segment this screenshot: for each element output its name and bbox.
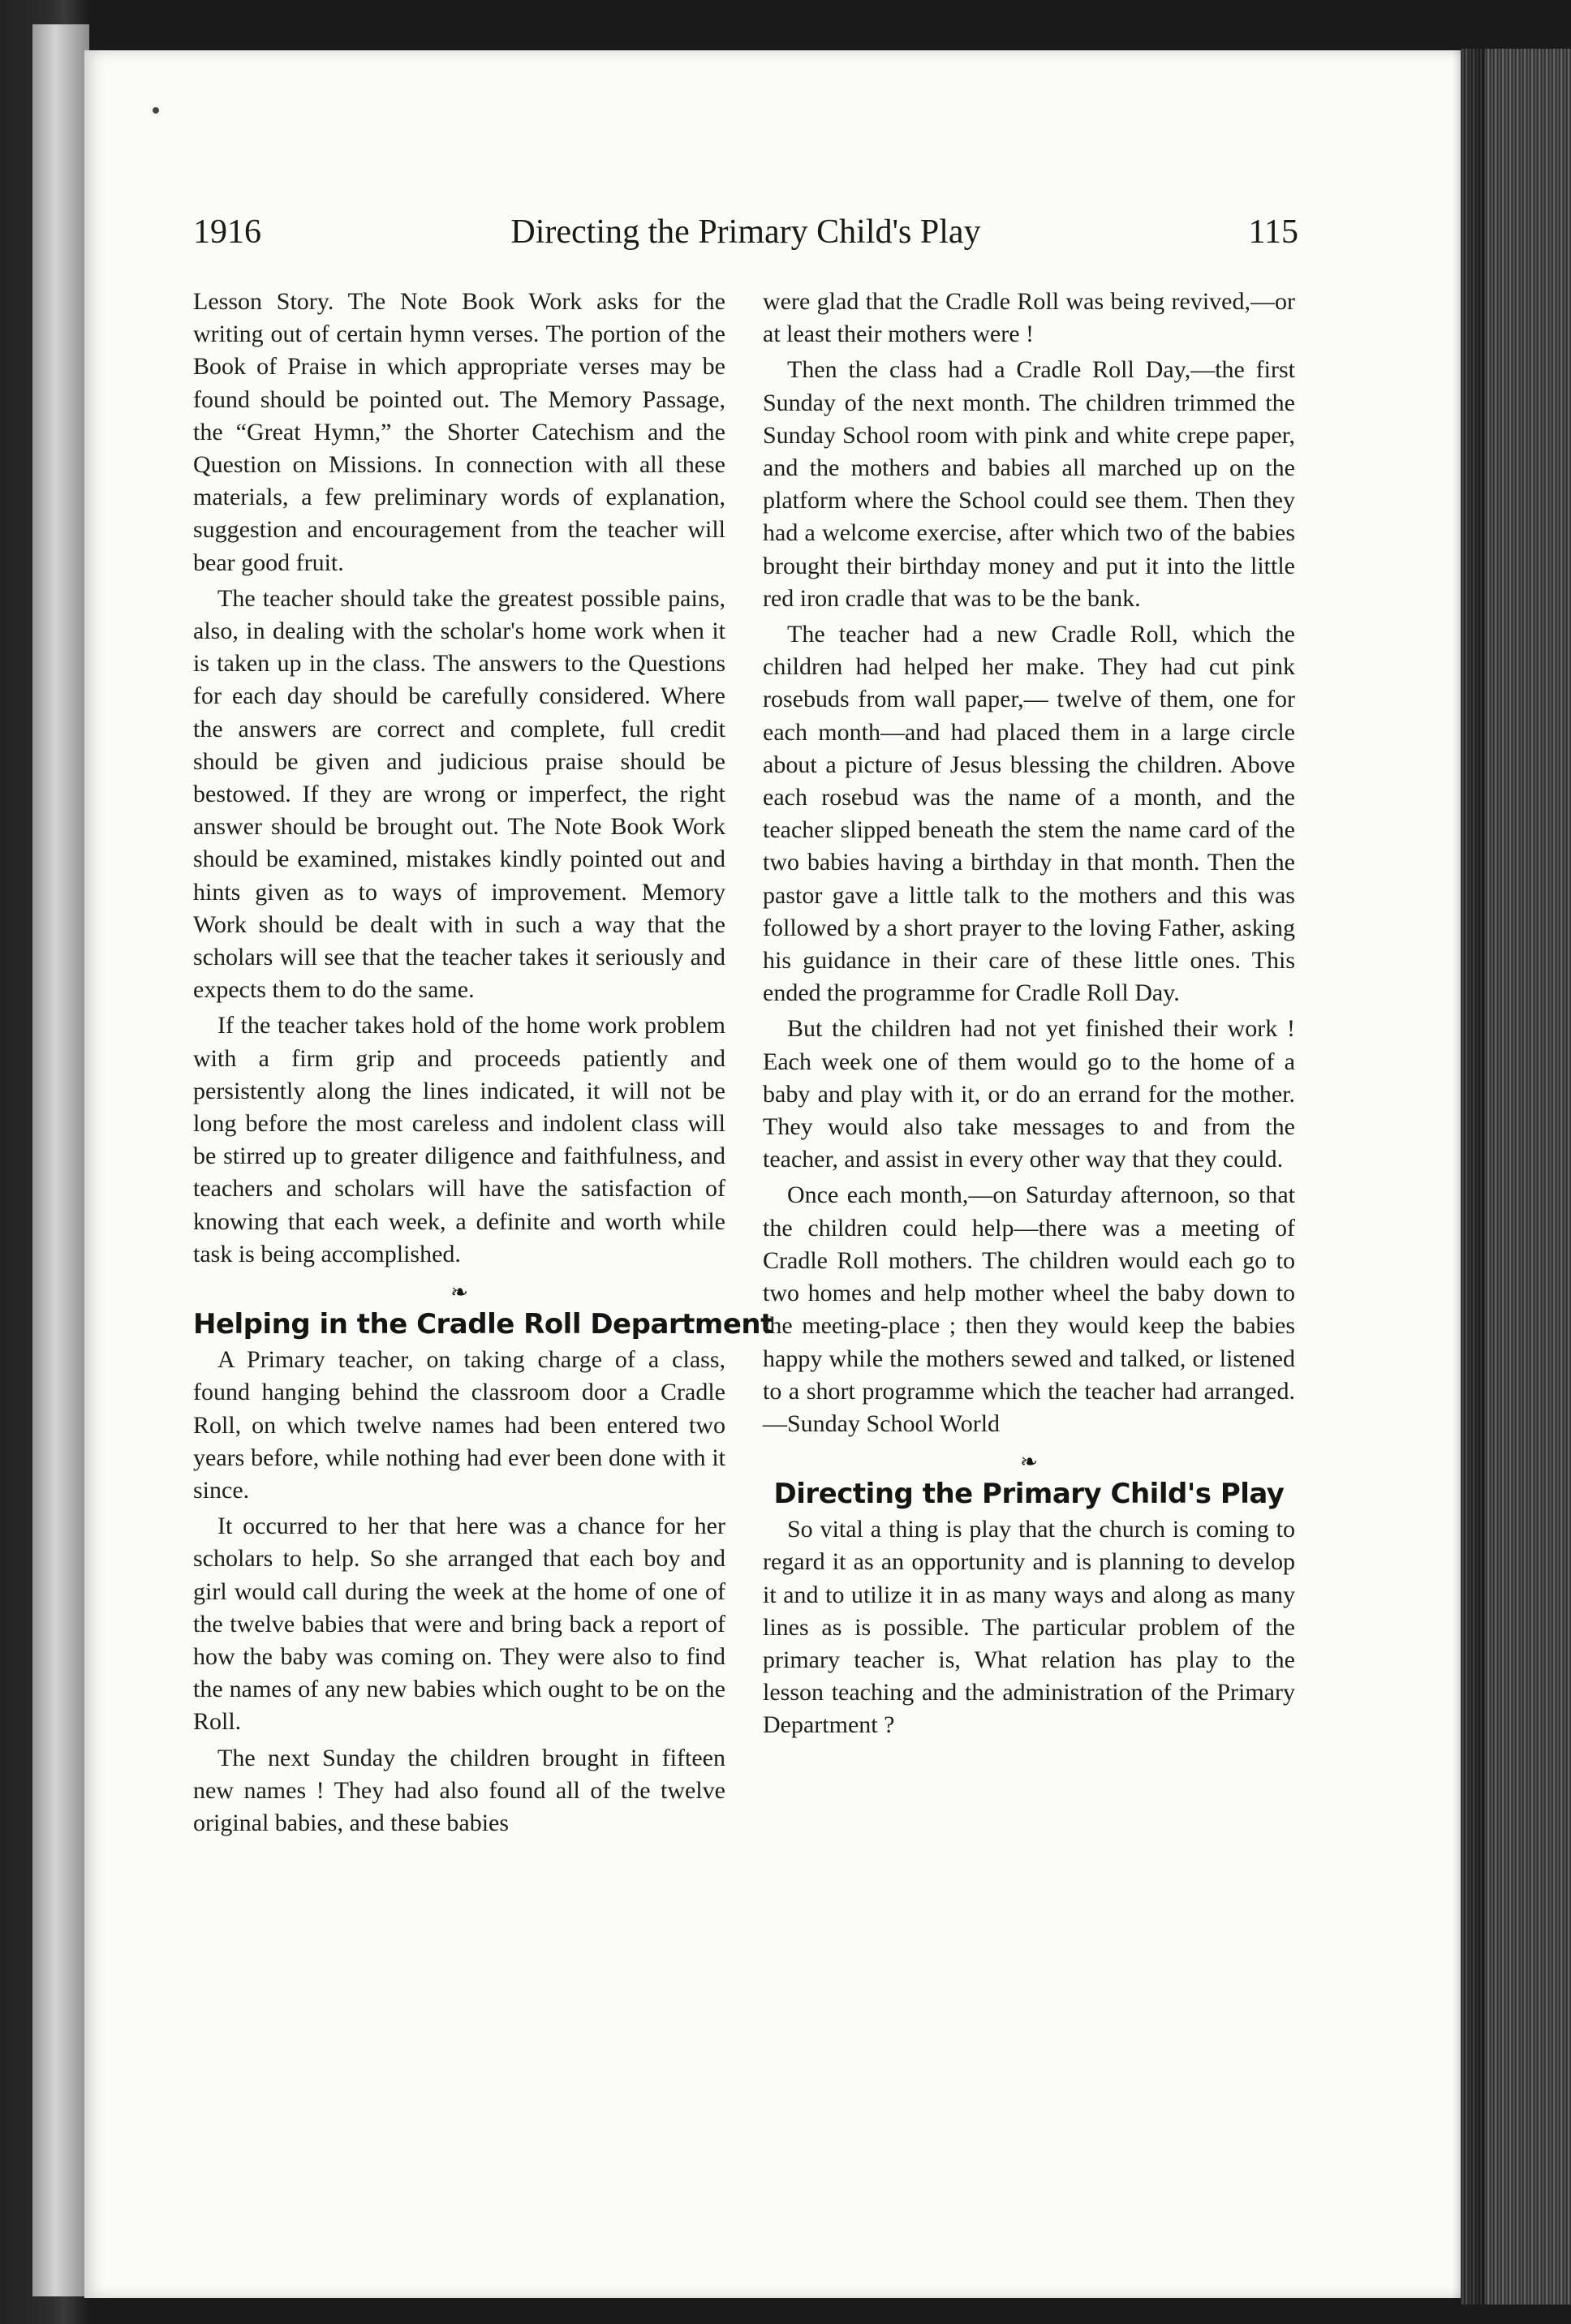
paragraph: The teacher had a new Cradle Roll, which the children had helped her make. They had cut pink rosebuds from wall paper,— twelve of them, one for each month—and had placed them in a large circle about a picture of Jesus blessing the children. Above each rosebud was the name of a month, and the teacher slipped beneath the stem the name card of the two babies having a birthday in that month. Then the pastor gave a little talk to the mothers and this was followed by a short prayer to the loving Father, asking his guidance in their care of these little ones. This ended the programme for Cradle Roll Day. [763, 621, 1295, 1007]
left-page-edge [32, 24, 89, 2296]
paragraph: If the teacher takes hold of the home work problem with a firm grip and proceeds patiently and persistently along the lines indicated, it will not be long before the most careless and indolent class will be stirred up to greater diligence and faithfulness, and teachers and scholars will have the satisfaction of knowing that each week, a definite and worth while task is being accomplished. [193, 1012, 725, 1267]
header-title: Directing the Primary Child's Play [510, 213, 981, 251]
section-heading-primary-play: Directing the Primary Child's Play [773, 1478, 1285, 1511]
paragraph: A Primary teacher, on taking charge of a class, found hanging behind the classroom door a Cradle Roll, on which twelve names had been entered two years before, while nothing had ever been done with it since. [193, 1346, 725, 1504]
page-gutter-shadow [1453, 49, 1485, 2305]
paragraph: Then the class had a Cradle Roll Day,—the first Sunday of the next month. The children trimmed the Sunday School room with pink and white crepe paper, and the mothers and babies all marched up on the platform where the School could see them. Then they had a welcome exercise, after which two of the babies brought their birthday money and put it into the little red iron cradle that was to be the bank. [763, 356, 1295, 612]
right-column [763, 286, 1295, 1742]
scan-speck [153, 107, 159, 114]
paragraph: were glad that the Cradle Roll was being revived,—or at least their mothers were ! [763, 288, 1295, 348]
ornament-icon: ❧ [1020, 1450, 1038, 1474]
paragraph: It occurred to her that here was a chance for her scholars to help. So she arranged that each boy and girl would call during the week at the home of one of the twelve babies that were and bring back a report of how the baby was coming on. They were also to find the names of any new babies which ought to be on the Roll. [193, 1513, 725, 1736]
header-year: 1916 [193, 213, 261, 251]
paragraph: So vital a thing is play that the church is coming to regard it as an opportunity and is planning to develop it and to utilize it in as many ways and along as many lines as is possible. The particular problem of the primary teacher is, What relation has play to the lesson teaching and the administration of the Primary Department ? [763, 1516, 1295, 1739]
paragraph: The next Sunday the children brought in fifteen new names ! They had also found all of the twelve original babies, and these babies [193, 1744, 725, 1836]
running-header [193, 213, 1298, 261]
section-heading-cradle-roll: Helping in the Cradle Roll Department [193, 1308, 773, 1341]
paragraph: Once each month,—on Saturday afternoon, so that the children could help—there was a meeting of Cradle Roll mothers. The children would each go to two homes and help mother wheel the baby down to the meeting-place ; then they would keep the babies happy while the mothers sewed and talked, or listened to a short programme which the teacher had arranged.—Sunday School World [763, 1181, 1295, 1437]
ornament-icon: ❧ [450, 1280, 468, 1305]
page-number: 115 [1248, 213, 1298, 251]
left-column [193, 286, 773, 1840]
paragraph: The teacher should take the greatest possible pains, also, in dealing with the scholar's home work when it is taken up in the class. The answers to the Questions for each day should be carefully considered. Where the answers are correct and complete, full credit should be given and judicious praise should be bestowed. If they are wrong or imperfect, the right answer should be brought out. The Note Book Work should be examined, mistakes kindly pointed out and hints given as to ways of improvement. Memory Work should be dealt with in such a way that the scholars will see that the teacher takes it seriously and expects them to do the same. [193, 584, 725, 1004]
paragraph: Lesson Story. The Note Book Work asks for the writing out of certain hymn verses. The portion of the Book of Praise in which appropriate verses may be found should be pointed out. The Memory Passage, the “Great Hymn,” the Shorter Catechism and the Question on Missions. In connection with all these materials, a few preliminary words of explanation, suggestion and encouragement from the teacher will bear good fruit. [193, 288, 725, 576]
paragraph: But the children had not yet finished their work ! Each week one of them would go to the home of a baby and play with it, or do an errand for the mother. They would also take messages to and from the teacher, and assist in every other way that they could. [763, 1015, 1295, 1173]
